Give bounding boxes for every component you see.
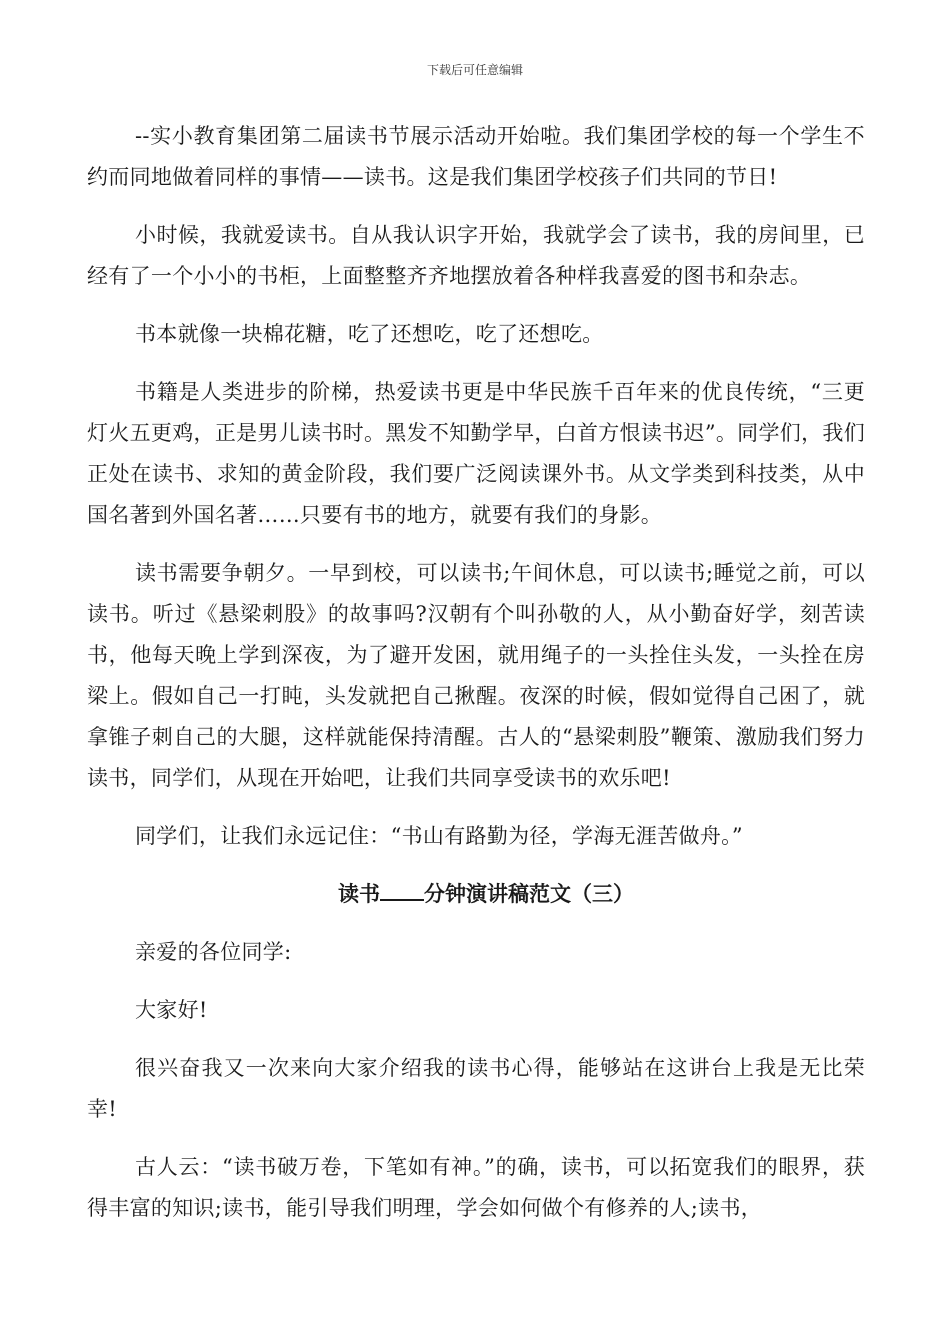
section-title-prefix: 读书 — [338, 882, 380, 906]
paragraph-intro: --实小教育集团第二届读书节展示活动开始啦。我们集团学校的每一个学生不约而同地做着同样的事情——读书。这是我们集团学校孩子们共同的节日! — [87, 124, 865, 189]
document-body — [87, 116, 865, 1246]
paragraph-childhood: 小时候，我就爱读书。自从我认识字开始，我就学会了读书，我的房间里，已经有了一个小小的书柜，上面整整齐齐地摆放着各种样我喜爱的图书和杂志。 — [87, 223, 865, 288]
paragraph-ladder: 书籍是人类进步的阶梯，热爱读书更是中华民族千百年来的优良传统，“三更灯火五更鸡，正是男儿读书时。黑发不知勤学早，白首方恨读书迟”。同学们，我们正处在读书、求知的黄金阶段，我们要广泛阅读课外书。从文学类到科技类，从中国名著到外国名著……只要有书的地方，就要有我们的身影。 — [87, 380, 865, 527]
paragraph-greeting: 大家好! — [135, 998, 208, 1022]
paragraph-remember: 同学们，让我们永远记住：“书山有路勤为径，学海无涯苦做舟。” — [135, 824, 743, 848]
page-header-note: 下载后可任意编辑 — [426, 63, 523, 77]
paragraph-salutation: 亲爱的各位同学: — [135, 940, 292, 964]
paragraph-cotton-candy: 书本就像一块棉花糖，吃了还想吃，吃了还想吃。 — [135, 322, 604, 346]
paragraph-seize-time: 读书需要争朝夕。一早到校，可以读书;午间休息，可以读书;睡觉之前，可以读书。听过《悬梁刺股》的故事吗?汉朝有个叫孙敬的人，从小勤奋好学，刻苦读书，他每天晚上学到深夜，为了避开发困，就用绳子的一头拴住头发，一头拴在房梁上。假如自己一打盹，头发就把自己揪醒。夜深的时候，假如觉得自己困了，就拿锥子刺自己的大腿，这样就能保持清醒。古人的“悬梁刺股”鞭策、激励我们努力读书，同学们，从现在开始吧，让我们共同享受读书的欢乐吧! — [87, 561, 865, 790]
paragraph-ancient-saying: 古人云：“读书破万卷，下笔如有神。”的确，读书，可以拓宽我们的眼界，获得丰富的知识;读书，能引导我们明理，学会如何做个有修养的人;读书， — [87, 1155, 865, 1220]
section-title-suffix: 分钟演讲稿范文（三） — [424, 882, 634, 906]
paragraph-honored: 很兴奋我又一次来向大家介绍我的读书心得，能够站在这讲台上我是无比荣幸! — [87, 1056, 865, 1121]
title-blank-underline — [380, 881, 424, 901]
section-title — [87, 874, 865, 915]
